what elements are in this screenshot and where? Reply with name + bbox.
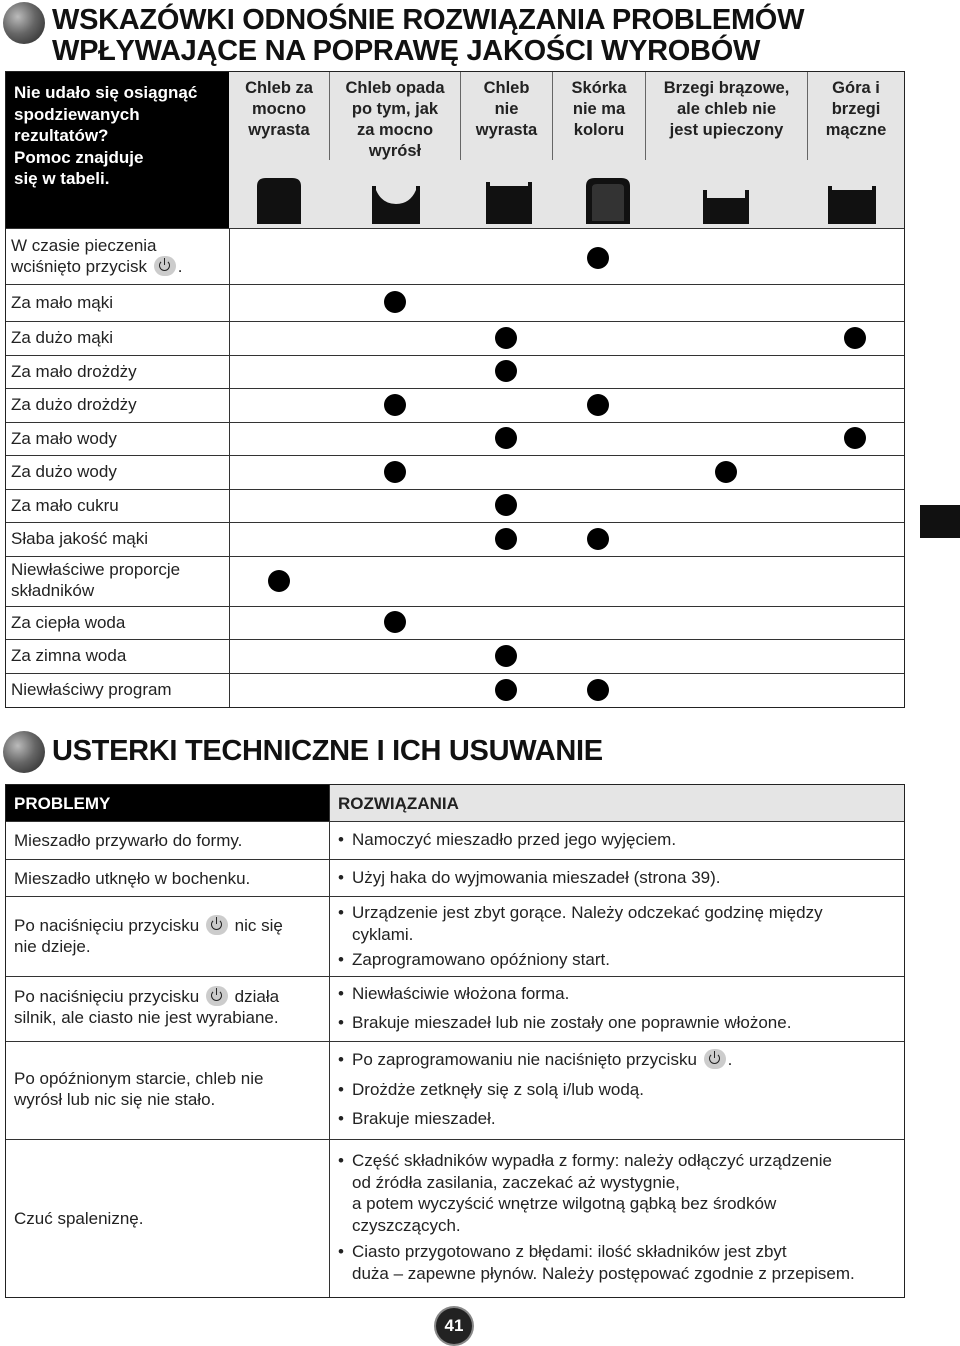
- table-intro: [6, 72, 229, 228]
- row-label: Za mało drożdży: [11, 362, 137, 381]
- marker-dot: [844, 427, 866, 449]
- row-label-line: wciśnięto przycisk: [11, 257, 148, 276]
- row-label: Za mało mąki: [11, 293, 114, 312]
- solution-item: • Zaprogramowano opóźniony start.: [352, 949, 610, 971]
- intro-line: spodziewanych: [14, 104, 140, 124]
- solution-line: duża – zapewne płynów. Należy postępować zgodnie z przepisem.: [352, 1263, 855, 1283]
- marker-dot: [384, 291, 406, 313]
- header-line: Chleb za: [245, 79, 313, 97]
- marker-dot: [844, 327, 866, 349]
- column-header-floury-top: [807, 72, 904, 160]
- row-label: Za mało wody: [11, 429, 117, 448]
- problem-cell: Mieszadło przywarło do formy.: [14, 831, 243, 850]
- row-label-start-pressed: W czasie pieczenia wciśnięto przycisk .: [11, 236, 183, 276]
- header-line: po tym, jak: [351, 100, 439, 118]
- problem-cell: Czuć spaleniznę.: [14, 1209, 144, 1228]
- header-line: brzegi: [831, 100, 881, 118]
- intro-line: rezultatów?: [14, 126, 109, 145]
- problem-cell: [14, 915, 283, 957]
- column-header-brown-edges: [645, 72, 807, 160]
- marker-dot: [495, 494, 517, 516]
- problem-text: Po opóźnionym starcie, chleb nie: [14, 1069, 264, 1088]
- header-line: wyrasta: [248, 121, 310, 139]
- header-line: Skórka: [571, 79, 627, 97]
- marker-dot: [495, 645, 517, 667]
- problem-text: Po naciśnięciu przycisku: [14, 987, 200, 1006]
- marker-dot: [587, 679, 609, 701]
- solution-line: • Ciasto przygotowano z błędami: ilość składników jest zbyt: [352, 1242, 787, 1261]
- column-header-crust-no-color: [552, 72, 645, 160]
- row-label: Za ciepła woda: [11, 613, 126, 632]
- row-label-line: Niewłaściwe proporcje: [11, 560, 181, 579]
- solution-item: [352, 1150, 832, 1236]
- row-label: Za dużo wody: [11, 462, 117, 481]
- problem-text: Po naciśnięciu przycisku: [14, 916, 200, 935]
- row-label-line: składników: [11, 581, 95, 600]
- power-button-icon: [206, 915, 228, 935]
- solution-item: • Brakuje mieszadeł lub nie zostały one poprawnie włożone.: [352, 1012, 791, 1034]
- tall-loaf-icon: [254, 176, 304, 226]
- marker-dot: [495, 360, 517, 382]
- solution-line: a potem wyczyścić wnętrze wilgotną gąbką bez środków: [352, 1194, 777, 1213]
- row-label: Za dużo drożdży: [11, 395, 137, 414]
- header-line: koloru: [573, 121, 625, 139]
- page-title-line1: WSKAZÓWKI ODNOŚNIE ROZWIĄZANIA PROBLEMÓW: [52, 4, 805, 36]
- intro-line: się w tabeli.: [14, 169, 110, 188]
- solution-line: od źródła zasilania, zaczekać aż wystygnie,: [352, 1172, 680, 1192]
- solution-line: .: [727, 1050, 733, 1069]
- header-line: mączne: [825, 121, 887, 139]
- solution-line: • Część składników wypadła z formy: należy odłączyć urządzenie: [352, 1151, 832, 1170]
- solution-line: Po zaprogramowaniu nie naciśnięto przycisku: [352, 1050, 697, 1069]
- solution-item: [352, 1049, 732, 1071]
- marker-dot: [495, 427, 517, 449]
- row-label: Niewłaściwy program: [11, 680, 172, 699]
- marker-dot: [384, 394, 406, 416]
- problem-text: nic się: [234, 916, 283, 935]
- marker-dot: [495, 327, 517, 349]
- row-label: Słaba jakość mąki: [11, 529, 149, 548]
- solution-item: • Brakuje mieszadeł.: [352, 1108, 496, 1130]
- low-loaf-icon: [484, 176, 534, 226]
- power-button-icon: [154, 256, 176, 276]
- page-title-line2: WPŁYWAJĄCE NA POPRAWĘ JAKOŚCI WYROBÓW: [52, 35, 761, 67]
- solution-item: [352, 902, 823, 945]
- brown-edges-loaf-icon: [701, 176, 751, 226]
- marker-dot: [495, 528, 517, 550]
- power-button-icon: [206, 986, 228, 1006]
- row-label-proportions: [11, 559, 180, 601]
- marker-dot: [268, 570, 290, 592]
- solution-item: • Namoczyć mieszadło przed jego wyjęciem.: [352, 829, 676, 851]
- row-label-line: W czasie pieczenia: [11, 236, 157, 255]
- page-number: 41: [436, 1308, 472, 1344]
- floury-top-loaf-icon: [826, 176, 878, 226]
- header-line: Brzegi brązowe,: [663, 79, 790, 97]
- row-label: Za zimna woda: [11, 646, 127, 665]
- solution-item: • Niewłaściwie włożona forma.: [352, 983, 569, 1005]
- marker-dot: [587, 394, 609, 416]
- header-line: ale chleb nie: [676, 100, 777, 118]
- row-label: Za mało cukru: [11, 496, 119, 515]
- section-bullet-icon: [3, 731, 45, 773]
- quality-troubleshooting-table: [5, 71, 905, 708]
- header-line: za mocno: [356, 121, 434, 139]
- header-line: Chleb: [483, 79, 530, 97]
- intro-line: Nie udało się osiągnąć: [14, 83, 198, 102]
- problem-cell: [14, 986, 279, 1028]
- collapsed-loaf-icon: [370, 176, 422, 226]
- column-header-collapses: [329, 72, 460, 160]
- header-line: Góra i: [832, 79, 880, 97]
- problem-cell: [14, 1068, 263, 1110]
- column-header-rises-too-much: [229, 72, 329, 160]
- header-line: nie: [494, 100, 519, 118]
- row-label: Za dużo mąki: [11, 328, 114, 347]
- header-line: Chleb opada: [345, 79, 445, 97]
- problem-text: wyrósł lub nic się nie stało.: [14, 1090, 216, 1109]
- marker-dot: [495, 679, 517, 701]
- problem-text: silnik, ale ciasto nie jest wyrabiane.: [14, 1008, 279, 1027]
- solution-line: cyklami.: [352, 924, 414, 944]
- section-tab-marker: [920, 505, 960, 538]
- header-line: mocno: [251, 100, 307, 118]
- problem-cell: Mieszadło utknęło w bochenku.: [14, 869, 251, 888]
- marker-dot: [384, 461, 406, 483]
- marker-dot: [587, 528, 609, 550]
- pale-loaf-icon: [583, 176, 633, 226]
- power-button-icon: [704, 1049, 726, 1069]
- header-line: wyrasta: [475, 121, 538, 139]
- marker-dot: [587, 247, 609, 269]
- solution-item: [352, 1241, 855, 1284]
- solution-item: • Drożdże zetknęły się z solą i/lub wodą.: [352, 1079, 644, 1101]
- solution-line: czyszczących.: [352, 1215, 461, 1235]
- header-line: jest upieczony: [669, 121, 784, 139]
- problems-header-label: PROBLEMY: [14, 794, 111, 813]
- marker-dot: [384, 611, 406, 633]
- section-title: USTERKI TECHNICZNE I ICH USUWANIE: [52, 735, 603, 767]
- solution-item: • Użyj haka do wyjmowania mieszadeł (strona 39).: [352, 867, 721, 889]
- header-line: wyrósł: [368, 142, 422, 160]
- intro-line: Pomoc znajduje: [14, 147, 144, 167]
- technical-faults-table: [5, 784, 905, 1298]
- solution-line: • Urządzenie jest zbyt gorące. Należy odczekać godzinę między: [352, 903, 823, 922]
- header-line: nie ma: [572, 100, 626, 118]
- column-header-does-not-rise: [460, 72, 552, 160]
- marker-dot: [715, 461, 737, 483]
- problem-text: nie dzieje.: [14, 937, 91, 956]
- solutions-header-label: ROZWIĄZANIA: [338, 794, 459, 813]
- section-bullet-icon: [3, 2, 45, 44]
- problem-text: działa: [234, 987, 280, 1006]
